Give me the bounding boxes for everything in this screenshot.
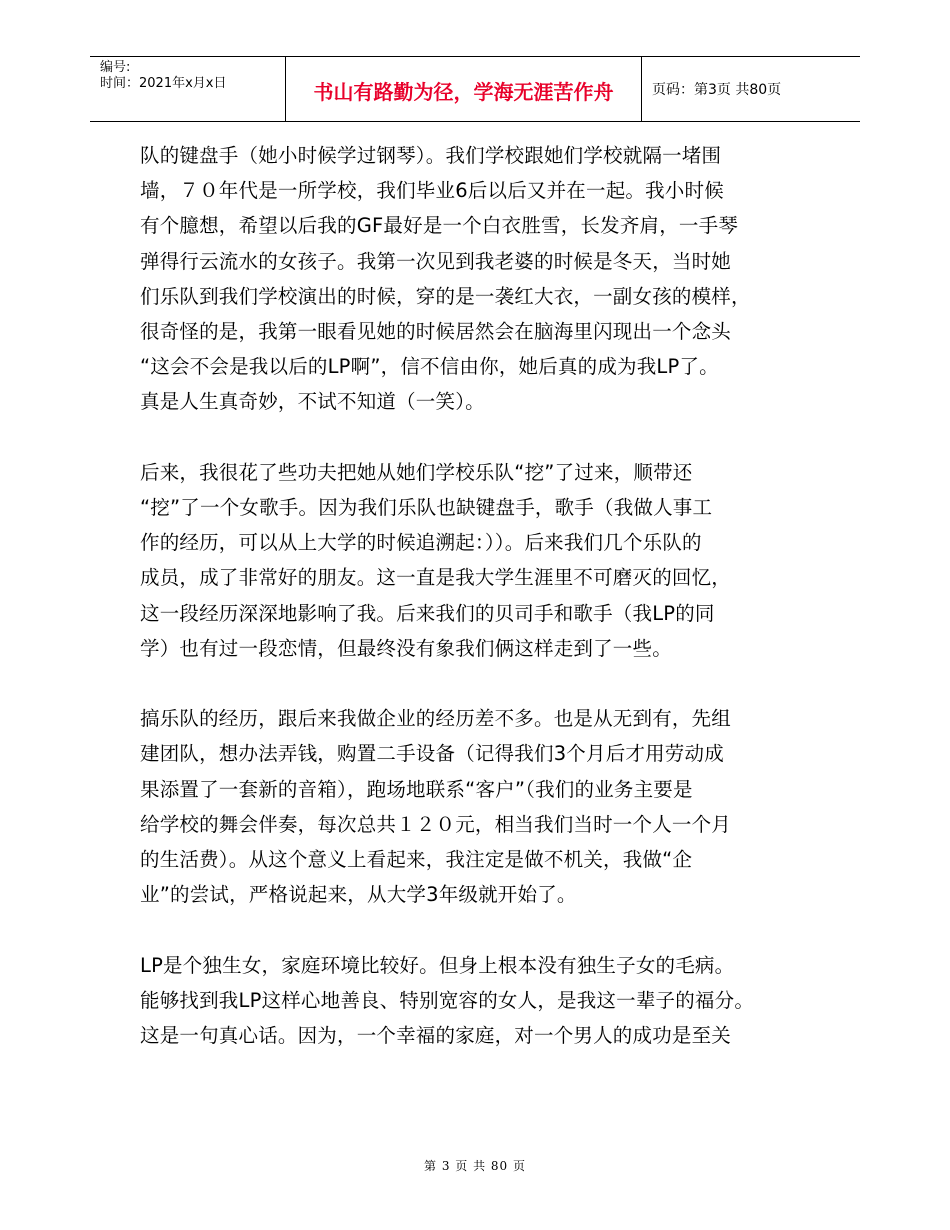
text-line: LP是个独生女，家庭环境比较好。但身上根本没有独生子女的毛病。	[140, 953, 735, 977]
number-label: 编号:	[100, 60, 131, 75]
text-line: 有个臆想，希望以后我的GF最好是一个白衣胜雪，长发齐肩，一手琴	[140, 214, 739, 238]
paragraph	[140, 948, 820, 1054]
header-meta	[90, 57, 285, 121]
text-line: 真是人生真奇妙，不试不知道（一笑）。	[140, 390, 485, 414]
document-body	[140, 138, 820, 1088]
text-line: 的生活费）。从这个意义上看起来，我注定是做不机关，我做“企	[140, 848, 693, 872]
paragraph	[140, 701, 820, 912]
time-label: 时间：2021年x月x日	[100, 76, 227, 91]
text-line: 给学校的舞会伴奏，每次总共１２０元，相当我们当时一个人一个月	[140, 812, 732, 836]
page-header	[90, 56, 860, 122]
text-line: 后来，我很花了些功夫把她从她们学校乐队“挖”了过来，顺带还	[140, 460, 693, 484]
text-line: “挖”了一个女歌手。因为我们乐队也缺键盘手，歌手（我做人事工	[140, 496, 713, 520]
text-line: 这一段经历深深地影响了我。后来我们的贝司手和歌手（我LP的同	[140, 601, 715, 625]
text-line: 作的经历，可以从上大学的时候追溯起：））。后来我们几个乐队的	[140, 531, 702, 555]
text-line: 果添置了一套新的音箱），跑场地联系“客户”（我们的业务主要是	[140, 777, 693, 801]
text-line: 们乐队到我们学校演出的时候，穿的是一袭红大衣，一副女孩的模样，	[140, 284, 751, 308]
text-line: 成员，成了非常好的朋友。这一直是我大学生涯里不可磨灭的回忆，	[140, 566, 732, 590]
text-line: 搞乐队的经历，跟后来我做企业的经历差不多。也是从无到有，先组	[140, 707, 732, 731]
text-line: 这是一句真心话。因为，一个幸福的家庭，对一个男人的成功是至关	[140, 1024, 732, 1048]
header-page-info: 页码：第3页 共80页	[652, 82, 782, 98]
text-line: 队的键盘手（她小时候学过钢琴）。我们学校跟她们学校就隔一堵围	[140, 144, 722, 167]
paragraph	[140, 455, 820, 666]
text-line: 能够找到我LP这样心地善良、特别宽容的女人，是我这一辈子的福分。	[140, 988, 755, 1012]
paragraph	[140, 138, 820, 420]
text-line: “这会不会是我以后的LP啊”，信不信由你，她后真的成为我LP了。	[140, 355, 719, 379]
page-footer: 第 3 页 共 80 页	[424, 1159, 526, 1173]
text-line: 学）也有过一段恋情，但最终没有象我们俩这样走到了一些。	[140, 636, 672, 660]
text-line: 业”的尝试，严格说起来，从大学3年级就开始了。	[140, 883, 577, 907]
text-line: 很奇怪的是，我第一眼看见她的时候居然会在脑海里闪现出一个念头	[140, 320, 732, 344]
text-line: 墙，７０年代是一所学校，我们毕业6后以后又并在一起。我小时候	[140, 179, 724, 203]
text-line: 弹得行云流水的女孩子。我第一次见到我老婆的时候是冬天，当时她	[140, 249, 732, 273]
header-motto: 书山有路勤为径，学海无涯苦作舟	[285, 57, 642, 121]
text-line: 建团队，想办法弄钱，购置二手设备（记得我们3个月后才用劳动成	[140, 742, 724, 766]
